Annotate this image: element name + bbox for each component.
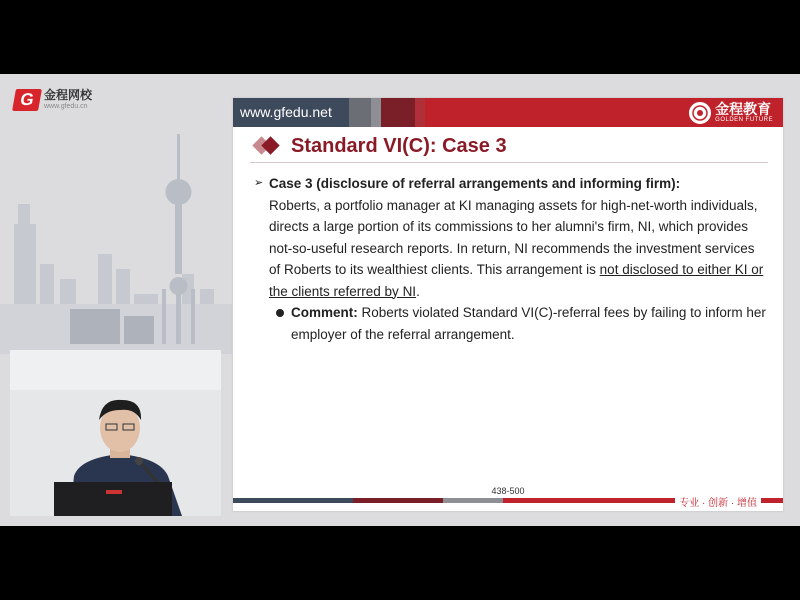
comment-item xyxy=(291,302,769,345)
logo-chinese: 金程教育 xyxy=(715,100,772,117)
brand-mark-icon: G xyxy=(12,89,42,111)
case-body: Roberts, a portfolio manager at KI managing assets for high-net-worth individuals, directs a large portion of its commissions to her alumni's firm, NI, which provides not-so-useful research reports. In return, NI recommends the investment services of Roberts to its wealthiest clients. This arrangement is xyxy=(269,197,758,277)
diamond-bullet-icon xyxy=(247,134,287,158)
comment-label: Comment: xyxy=(291,305,358,320)
arrow-bullet-icon: ➢ xyxy=(254,177,264,189)
presenter-image xyxy=(10,350,221,516)
video-frame xyxy=(0,74,800,526)
header-stripe xyxy=(415,98,425,127)
slide-body xyxy=(254,173,769,345)
slide-header-url: www.gfedu.net xyxy=(233,98,349,127)
case-end: . xyxy=(416,283,420,299)
header-stripe xyxy=(381,98,415,127)
comment-text: Roberts violated Standard VI(C)-referral fees by failing to inform her employer of the referral arrangement. xyxy=(291,305,766,342)
header-stripe xyxy=(349,98,371,127)
header-stripe xyxy=(371,98,381,127)
title-divider xyxy=(250,162,768,163)
teacher-video xyxy=(10,350,221,516)
page-number: 438-500 xyxy=(491,486,525,496)
case-underlined-text: not disclosed to either KI or the clients referred by NI xyxy=(269,262,764,299)
slide-title: Standard VI(C): Case 3 xyxy=(291,134,507,157)
logo-english: GOLDEN FUTURE xyxy=(715,116,773,123)
city-skyline-illustration xyxy=(0,104,232,354)
brand-name: 金程网校 xyxy=(44,88,93,102)
footer-slogan: 专业 · 创新 · 增值 xyxy=(675,494,761,509)
round-bullet-icon xyxy=(276,309,284,317)
seal-icon xyxy=(689,102,711,124)
slide-title-row xyxy=(247,134,507,158)
golden-future-logo xyxy=(689,98,773,127)
case-heading: Case 3 (disclosure of referral arrangements and informing firm): xyxy=(269,176,681,191)
brand-url: www.gfedu.cn xyxy=(44,103,88,110)
slide xyxy=(233,98,783,511)
